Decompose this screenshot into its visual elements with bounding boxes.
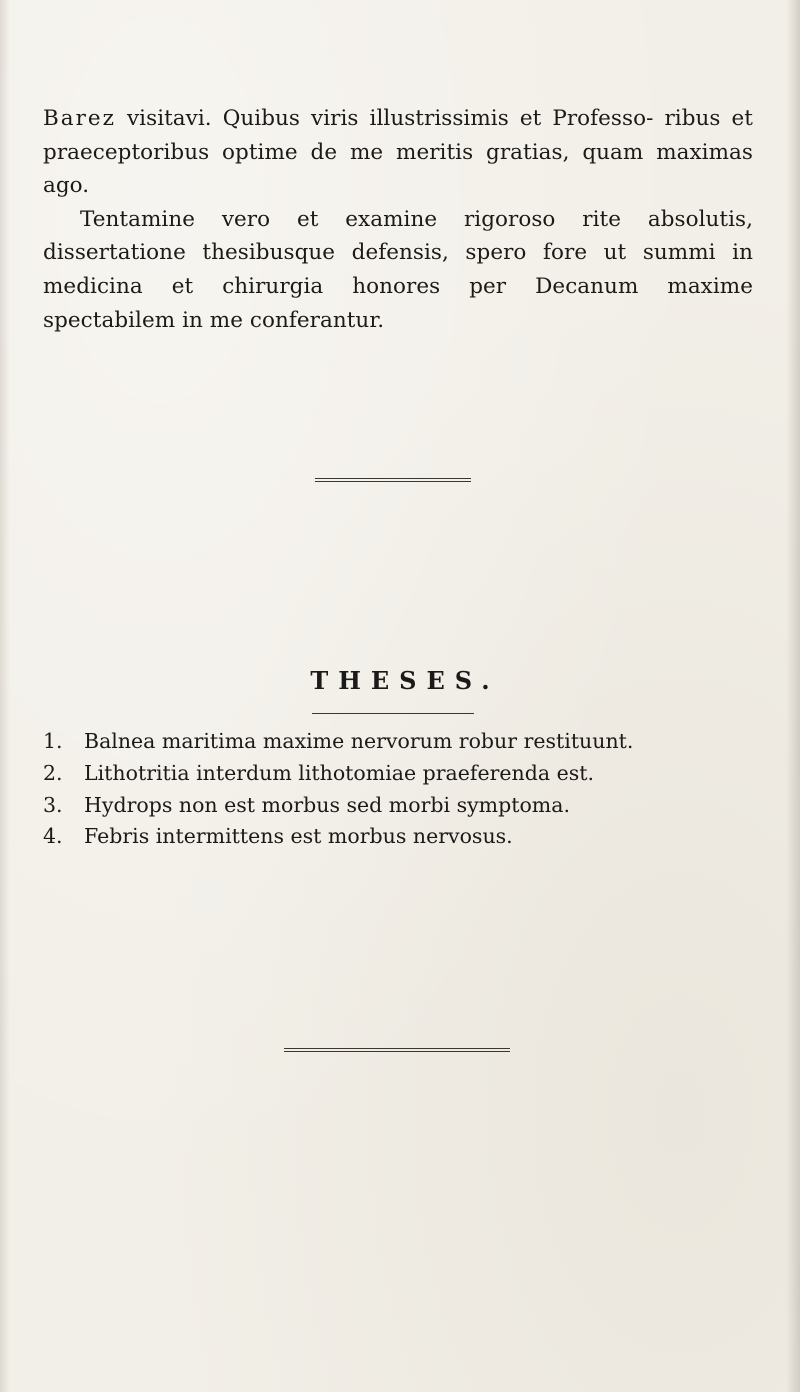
heading-underline xyxy=(312,713,474,714)
thesis-text: Balnea maritima maxime nervorum robur restituunt. xyxy=(84,729,634,753)
thesis-number: 2. xyxy=(43,760,63,785)
thesis-text: Febris intermittens est morbus nervosus. xyxy=(84,824,513,849)
examination-text: Tentamine vero et examine rigoroso rite absolutis, dissertatione thesibusque defensis, spero fore ut summi in medicina et chirurgia honores per Decanum maxime spectabilem in me conferantur. xyxy=(43,206,753,333)
place-name-barez: Barez xyxy=(43,106,116,131)
paragraph-examination xyxy=(43,203,753,337)
double-rule-divider xyxy=(315,478,471,479)
thesis-number: 4. xyxy=(43,824,63,849)
paragraph-acknowledgement xyxy=(43,102,753,203)
thesis-item-2 xyxy=(43,758,763,790)
thesis-item-1 xyxy=(43,726,763,758)
thesis-item-4 xyxy=(43,821,763,853)
page-edge-shadow-left xyxy=(0,0,10,1392)
theses-heading: THESES. xyxy=(310,666,500,695)
thesis-text: Hydrops non est morbus sed morbi symptoma. xyxy=(84,792,570,817)
thesis-text: Lithotritia interdum lithotomiae praeferenda est. xyxy=(84,760,595,785)
page-edge-shadow-right xyxy=(786,0,800,1392)
theses-list xyxy=(43,726,763,853)
acknowledgement-text: visitavi. Quibus viris illustrissimis et Professo- ribus et praeceptoribus optime de me meritis gratias, quam maximas ago. xyxy=(43,106,753,199)
body-text xyxy=(43,102,753,337)
closing-double-rule xyxy=(284,1048,510,1049)
thesis-number: 3. xyxy=(43,792,63,817)
thesis-item-3 xyxy=(43,790,763,822)
thesis-number: 1. xyxy=(43,729,63,753)
